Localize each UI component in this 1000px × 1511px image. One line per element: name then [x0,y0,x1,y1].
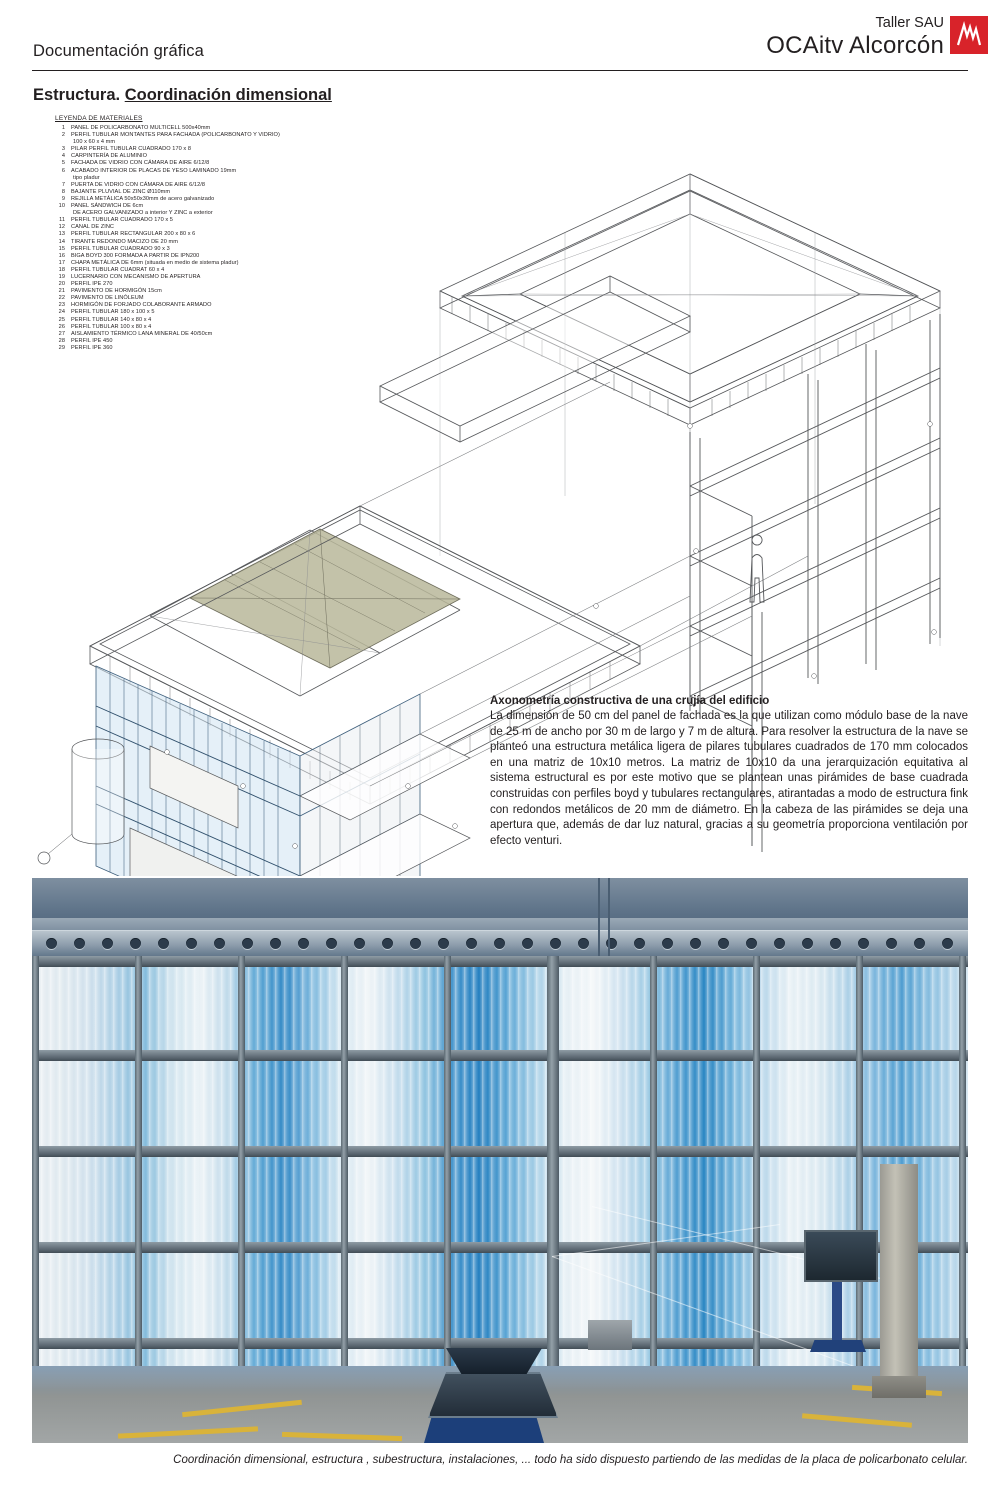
legend-item-label: CANAL DE ZINC [71,224,115,231]
legend-item-label: PANEL SÁNDWICH DE 6cm DE ACERO GALVANIZADO a interior Y ZINC a exterior [71,203,305,217]
legend-item-number: 28 [58,337,65,344]
legend-item-number: 2 [61,132,65,139]
photo-ceiling-joint [598,878,600,958]
legend-item-label: CARPINTERÍA DE ALUMINIO [71,153,148,160]
page-header [0,0,1000,72]
legend-item-number: 14 [58,238,65,245]
brand-studio-name: Taller SAU [875,15,944,31]
page-title-main: Coordinación dimensional [124,86,332,104]
legend-item-label: PERFIL TUBULAR 100 x 80 x 4 [71,323,152,330]
legend-item-label: PERFIL IPE 360 [71,344,113,351]
legend-item-label: ACABADO INTERIOR DE PLACAS DE YESO LAMINADO 19mm tipo pladur [71,168,305,182]
document-label: Documentación gráfica [33,42,204,60]
photo-concrete-column [880,1164,918,1394]
legend-item-number: 9 [61,195,65,202]
legend-item-label: PERFIL TUBULAR CUADRADO 90 x 3 [71,245,170,252]
page-title-prefix: Estructura. [33,86,121,104]
legend-item-number: 26 [58,323,65,330]
legend-item-number: 11 [59,217,65,224]
photo-ceiling-joint [608,878,610,958]
legend-item-number: 15 [58,245,65,252]
legend-item-label: HORMIGÓN DE FORJADO COLABORANTE ARMADO [71,302,212,309]
photo-truss-holes [32,936,968,950]
photo-column-base [872,1376,926,1398]
caption-heading: Axonometría constructiva de una crujía del edificio [490,695,770,707]
legend-item-sublabel: DE ACERO GALVANIZADO a interior Y ZINC a exterior [73,210,213,217]
legend-item-number: 4 [61,153,65,160]
legend-item-label: PAVIMENTO DE LINÓLEUM [71,295,144,302]
legend-item-label: CHAPA METÁLICA DE 6mm (situada en medio de sistema pladur) [71,259,239,266]
photo-caption: Coordinación dimensional, estructura , subestructura, instalaciones, ... todo ha sido dispuesto partiendo de las medidas de la placa de policarbonato celular. [173,1454,968,1466]
legend-item-label: AISLAMIENTO TÉRMICO LANA MINERAL DE 40/50cm [71,330,213,337]
photo-equipment-box [588,1320,632,1350]
legend-item-label: TIRANTE REDONDO MACIZO DE 20 mm [71,238,178,245]
legend-item-number: 1 [61,125,65,131]
brand-block [766,14,944,60]
header-divider [32,70,968,71]
photo-monitor-stand [832,1282,842,1344]
legend-item-number: 21 [58,288,65,295]
legend-item-number: 17 [58,259,65,266]
photo-inspection-pit [428,1372,558,1418]
legend-item-number: 25 [58,316,65,323]
legend-item-label: LUCERNARIO CON MECANISMO DE APERTURA [71,273,201,280]
legend-item-label: PERFIL TUBULAR 140 x 80 x 4 [71,316,152,323]
caption-body: La dimensión de 50 cm del panel de fachada es la que utilizan como módulo base de la nave de 25 m de ancho por 30 m de largo y 7 m de altura. Para resolver la estructura de la nave se planteó una estructura metálica ligera de pilares tubulares cuadrados de 170 mm colocados en una matriz de 10x10 metros. La matriz de 10x10 da una jerarquización equitativa al sistema estructural es por este motivo que se plantean unas pirámides de base cuadrada construidas con perfiles boyd y tubulares rectangulares, atirantadas a modo de estructura fink con redondos metálicos de 20 mm de diámetro. En la cabeza de las pirámides se deja una apertura que, además de dar luz natural, gracias a su geometría proporciona ventilación por efecto venturi. [490,710,968,847]
legend-item-number: 3 [61,146,65,153]
legend-item-label: FACHADA DE VIDRIO CON CÁMARA DE AIRE 6/12/8 [71,160,210,167]
legend-item-label: PERFIL IPE 450 [71,337,113,344]
legend-item-number: 13 [58,231,65,238]
legend-title: LEYENDA DE MATERIALES [55,115,143,122]
legend-item-sublabel: tipo pladur [73,174,100,181]
legend-item-number: 7 [61,181,65,188]
legend-item-label: PERFIL TUBULAR RECTANGULAR 200 x 80 x 6 [71,231,196,238]
legend-item-number: 18 [58,266,65,273]
legend-item-label: BIGA BOYD 300 FORMADA A PARTIR DE IPN200 [71,252,200,259]
photo-pit-lift-arms [446,1348,542,1374]
legend-item-number: 20 [58,281,65,288]
legend-item-number: 6 [61,167,65,174]
legend-item-label: REJILLA METÁLICA 50x50x30mm de acero galvanizado [71,195,215,202]
legend-item-label: PERFIL TUBULAR CUADRAT 60 x 4 [71,266,165,273]
legend-item-number: 19 [58,273,65,280]
legend-item-label: PANEL DE POLICARBONATO MULTICELL 500x40mm [71,125,211,131]
legend-item-number: 10 [58,203,65,210]
legend-item-number: 5 [61,160,65,167]
legend-item-label: BAJANTE PLUVIAL DE ZINC Ø110mm [71,188,171,195]
legend-item-number: 23 [58,302,65,309]
interior-photo [32,878,968,1443]
legend-item-sublabel: 100 x 60 x 4 mm [73,139,116,146]
legend-item-label: PUERTA DE VIDRIO CON CÁMARA DE AIRE 6/12/8 [71,181,206,188]
legend-item-label: PERFIL TUBULAR 180 x 100 x 5 [71,309,155,316]
legend-item-label: PERFIL TUBULAR MONTANTES PARA FACHADA (POLICARBONATO Y VIDRIO) 100 x 60 x 4 mm [71,132,305,146]
photo-test-monitor [804,1230,878,1282]
legend-item-label: PILAR PERFIL TUBULAR CUADRADO 170 x 8 [71,146,191,153]
legend-item-number: 24 [58,309,65,316]
legend-item-number: 12 [58,224,65,231]
legend-item-number: 16 [58,252,65,259]
photo-monitor-base [810,1340,866,1352]
legend-item-number: 22 [58,295,65,302]
ocaitv-logo-icon [950,16,988,54]
drawing-caption [490,695,968,849]
legend-item-label: PERFIL TUBULAR CUADRADO 170 x 5 [71,217,173,224]
legend-item-number: 29 [58,344,65,351]
photo-polycarbonate-wall [32,956,968,1366]
legend-item-number: 8 [61,188,65,195]
legend-item-label: PERFIL IPE 270 [71,281,113,288]
legend-item-number: 27 [58,330,65,337]
brand-project-name: OCAitv Alcorcón [766,32,944,59]
legend-item-label: PAVIMENTO DE HORMIGÓN 15cm [71,288,162,295]
